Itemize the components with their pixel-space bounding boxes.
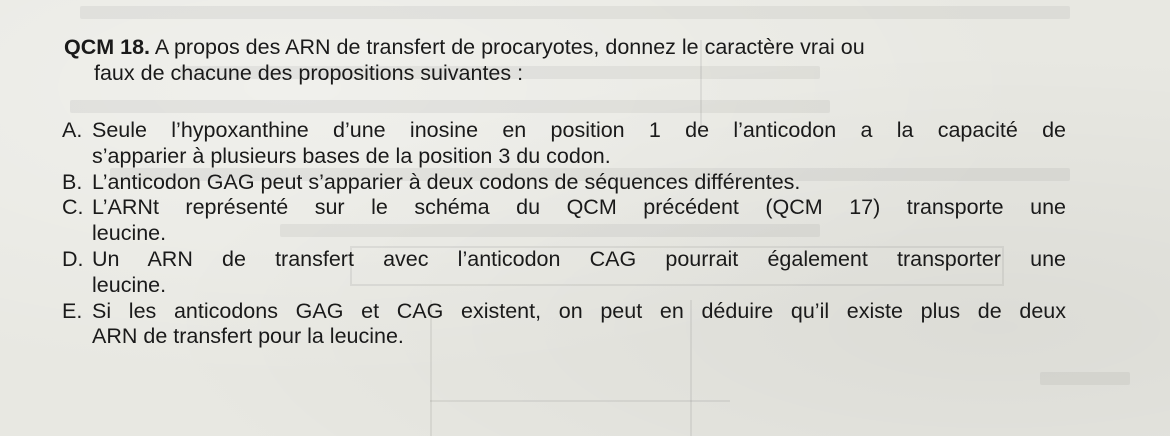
- option-text-line: ARN de transfert pour la leucine.: [92, 324, 404, 349]
- option-d: [62, 247, 1066, 299]
- option-text-line: L’ARNt représenté sur le schéma du QCM précédent (QCM 17) transporte une: [92, 195, 1066, 220]
- option-text-line: s’apparier à plusieurs bases de la position 3 du codon.: [92, 143, 611, 168]
- option-b: [62, 170, 1066, 196]
- options-list: [62, 118, 1066, 350]
- option-text-line: L’anticodon GAG peut s’apparier à deux codons de séquences différentes.: [92, 169, 801, 194]
- option-a: [62, 118, 1066, 170]
- option-text-line: Seule l’hypoxanthine d’une inosine en position 1 de l’anticodon a la capacité de: [92, 118, 1066, 142]
- question-header: [64, 34, 1064, 86]
- option-letter: A.: [62, 118, 83, 142]
- option-letter: B.: [62, 169, 83, 194]
- option-text-line: Un ARN de transfert avec l’anticodon CAG pourrait également transporter une: [92, 246, 1066, 271]
- option-letter: C.: [62, 195, 84, 220]
- option-text-line: Si les anticodons GAG et CAG existent, on peut en déduire qu’il existe plus de deux: [92, 298, 1066, 323]
- question-number: QCM 18.: [64, 35, 151, 59]
- option-e: [62, 299, 1066, 351]
- question-stem: [64, 34, 1064, 86]
- option-letter: D.: [62, 246, 84, 271]
- option-text-line: leucine.: [92, 272, 167, 297]
- option-c: [62, 195, 1066, 247]
- question-stem-line-1: A propos des ARN de transfert de procaryotes, donnez le caractère vrai ou: [154, 35, 865, 59]
- option-text-line: leucine.: [92, 221, 167, 246]
- question-stem-line-2: faux de chacune des propositions suivantes :: [94, 61, 524, 85]
- option-letter: E.: [62, 298, 83, 323]
